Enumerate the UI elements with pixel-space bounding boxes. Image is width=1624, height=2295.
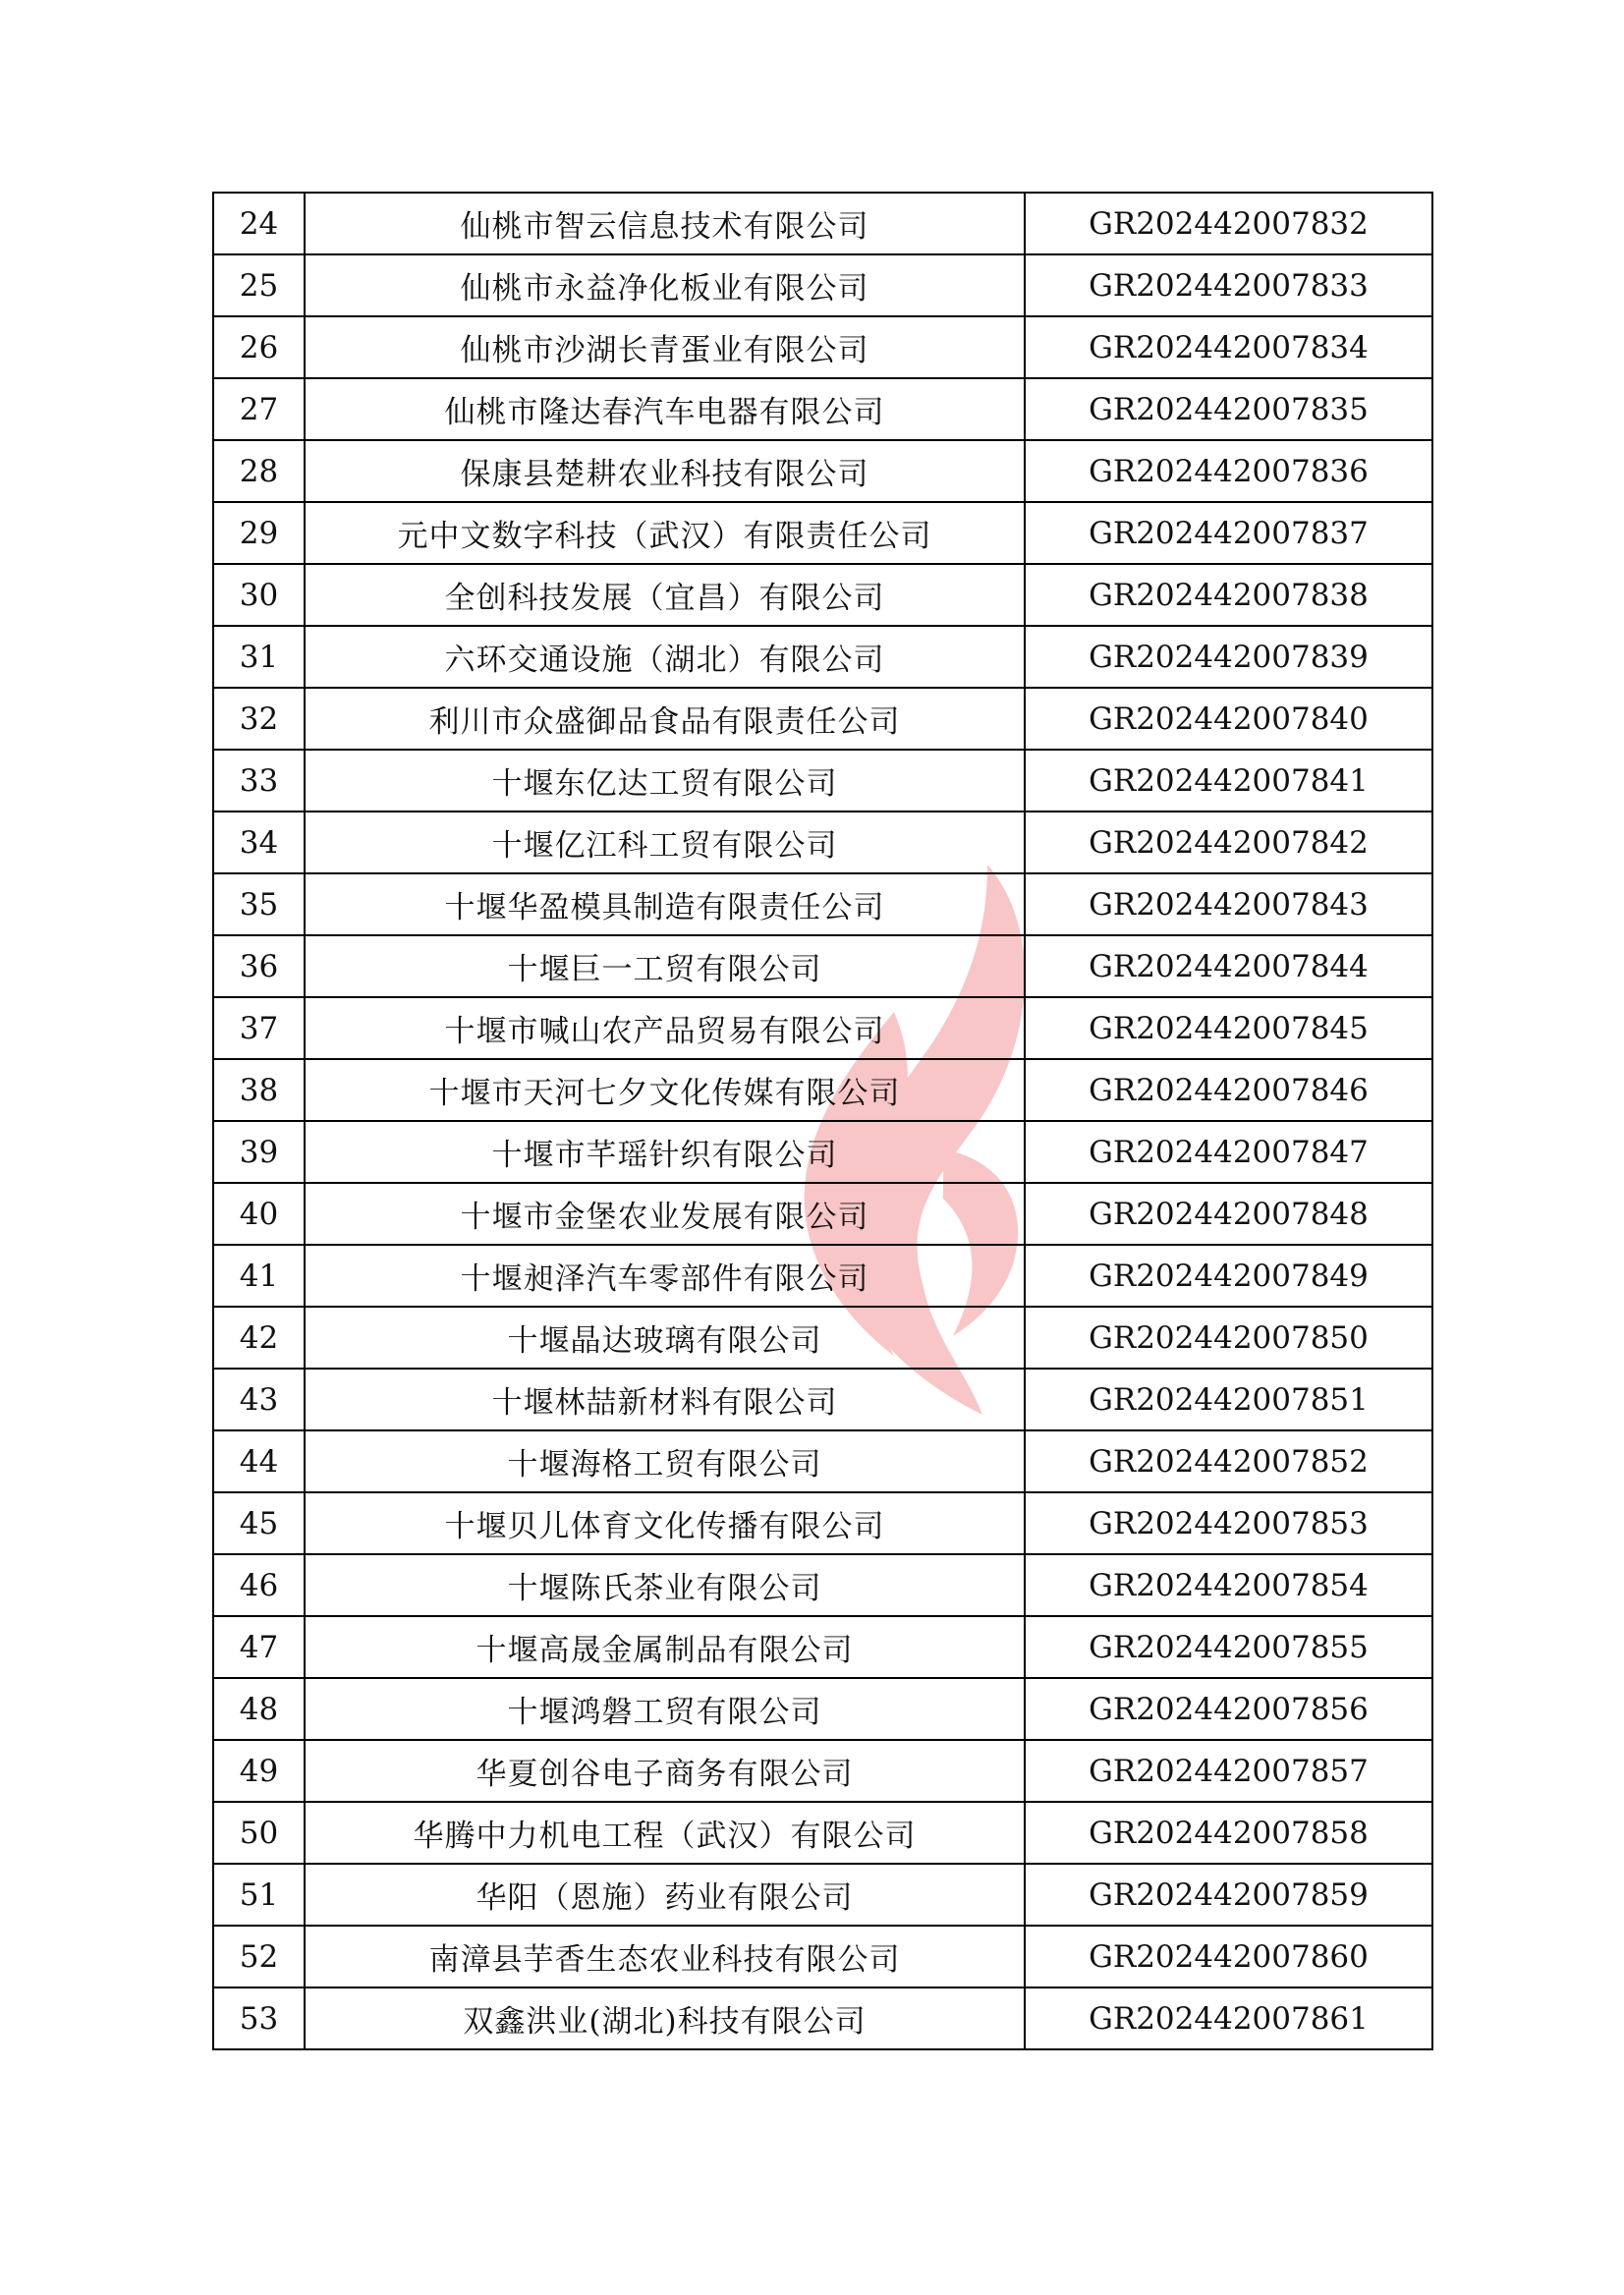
row-number: 50: [213, 1802, 305, 1864]
certificate-code: GR202442007834: [1025, 316, 1432, 378]
company-name: 双鑫洪业(湖北)科技有限公司: [305, 1987, 1025, 2049]
row-number: 43: [213, 1369, 305, 1430]
table-row: [213, 1183, 1432, 1245]
row-number: 33: [213, 750, 305, 812]
table-row: [213, 1121, 1432, 1183]
row-number: 48: [213, 1678, 305, 1740]
certificate-code: GR202442007842: [1025, 812, 1432, 873]
row-number: 32: [213, 688, 305, 750]
certificate-code: GR202442007860: [1025, 1926, 1432, 1987]
company-name: 华阳（恩施）药业有限公司: [305, 1864, 1025, 1926]
table-row: [213, 1987, 1432, 2049]
certificate-code: GR202442007858: [1025, 1802, 1432, 1864]
table-row: [213, 688, 1432, 750]
certificate-code: GR202442007853: [1025, 1492, 1432, 1554]
company-name: 十堰市喊山农产品贸易有限公司: [305, 997, 1025, 1059]
table-row: [213, 1740, 1432, 1802]
certificate-code: GR202442007848: [1025, 1183, 1432, 1245]
row-number: 26: [213, 316, 305, 378]
certificate-code: GR202442007836: [1025, 440, 1432, 502]
table-row: [213, 1616, 1432, 1678]
company-name: 十堰贝儿体育文化传播有限公司: [305, 1492, 1025, 1554]
table-row: [213, 812, 1432, 873]
certificate-code: GR202442007854: [1025, 1554, 1432, 1616]
certificate-code: GR202442007855: [1025, 1616, 1432, 1678]
row-number: 24: [213, 193, 305, 254]
company-name: 十堰晶达玻璃有限公司: [305, 1307, 1025, 1369]
company-name: 十堰鸿磐工贸有限公司: [305, 1678, 1025, 1740]
table-row: [213, 1245, 1432, 1307]
row-number: 52: [213, 1926, 305, 1987]
certificate-code: GR202442007841: [1025, 750, 1432, 812]
table-row: [213, 564, 1432, 626]
company-name: 十堰市芊瑶针织有限公司: [305, 1121, 1025, 1183]
company-name: 十堰昶泽汽车零部件有限公司: [305, 1245, 1025, 1307]
table-row: [213, 1926, 1432, 1987]
certificate-code: GR202442007845: [1025, 997, 1432, 1059]
certificate-code: GR202442007856: [1025, 1678, 1432, 1740]
table-row: [213, 1369, 1432, 1430]
table-row: [213, 1059, 1432, 1121]
table-row: [213, 378, 1432, 440]
certificate-code: GR202442007844: [1025, 935, 1432, 997]
row-number: 36: [213, 935, 305, 997]
certificate-code: GR202442007859: [1025, 1864, 1432, 1926]
row-number: 46: [213, 1554, 305, 1616]
company-name: 十堰华盈模具制造有限责任公司: [305, 873, 1025, 935]
certificate-code: GR202442007851: [1025, 1369, 1432, 1430]
certificate-code: GR202442007847: [1025, 1121, 1432, 1183]
row-number: 25: [213, 254, 305, 316]
company-name: 十堰市金堡农业发展有限公司: [305, 1183, 1025, 1245]
company-name: 十堰林喆新材料有限公司: [305, 1369, 1025, 1430]
certificate-code: GR202442007849: [1025, 1245, 1432, 1307]
row-number: 51: [213, 1864, 305, 1926]
company-name: 保康县楚耕农业科技有限公司: [305, 440, 1025, 502]
company-name: 仙桃市沙湖长青蛋业有限公司: [305, 316, 1025, 378]
table-row: [213, 193, 1432, 254]
row-number: 28: [213, 440, 305, 502]
table-row: [213, 626, 1432, 688]
certificate-code: GR202442007850: [1025, 1307, 1432, 1369]
company-name: 六环交通设施（湖北）有限公司: [305, 626, 1025, 688]
certificate-code: GR202442007861: [1025, 1987, 1432, 2049]
table-row: [213, 1678, 1432, 1740]
company-name: 华腾中力机电工程（武汉）有限公司: [305, 1802, 1025, 1864]
certificate-code: GR202442007846: [1025, 1059, 1432, 1121]
table-row: [213, 316, 1432, 378]
row-number: 41: [213, 1245, 305, 1307]
table-row: [213, 1307, 1432, 1369]
table-row: [213, 440, 1432, 502]
company-name: 元中文数字科技（武汉）有限责任公司: [305, 502, 1025, 564]
table-row: [213, 1802, 1432, 1864]
company-name: 十堰亿江科工贸有限公司: [305, 812, 1025, 873]
certificate-code: GR202442007852: [1025, 1430, 1432, 1492]
certificate-code: GR202442007832: [1025, 193, 1432, 254]
certificate-code: GR202442007840: [1025, 688, 1432, 750]
table-row: [213, 873, 1432, 935]
company-name: 仙桃市隆达春汽车电器有限公司: [305, 378, 1025, 440]
table-row: [213, 1864, 1432, 1926]
row-number: 39: [213, 1121, 305, 1183]
certificate-code: GR202442007835: [1025, 378, 1432, 440]
certificate-code: GR202442007838: [1025, 564, 1432, 626]
company-name: 十堰陈氏茶业有限公司: [305, 1554, 1025, 1616]
table-row: [213, 1492, 1432, 1554]
company-name: 利川市众盛御品食品有限责任公司: [305, 688, 1025, 750]
company-name: 华夏创谷电子商务有限公司: [305, 1740, 1025, 1802]
row-number: 30: [213, 564, 305, 626]
row-number: 29: [213, 502, 305, 564]
company-name: 十堰巨一工贸有限公司: [305, 935, 1025, 997]
company-name: 十堰高晟金属制品有限公司: [305, 1616, 1025, 1678]
company-name: 南漳县芋香生态农业科技有限公司: [305, 1926, 1025, 1987]
row-number: 40: [213, 1183, 305, 1245]
row-number: 34: [213, 812, 305, 873]
row-number: 47: [213, 1616, 305, 1678]
company-name: 十堰海格工贸有限公司: [305, 1430, 1025, 1492]
certificate-code: GR202442007833: [1025, 254, 1432, 316]
row-number: 31: [213, 626, 305, 688]
row-number: 35: [213, 873, 305, 935]
row-number: 37: [213, 997, 305, 1059]
company-name: 仙桃市智云信息技术有限公司: [305, 193, 1025, 254]
row-number: 42: [213, 1307, 305, 1369]
company-name: 十堰市天河七夕文化传媒有限公司: [305, 1059, 1025, 1121]
table-row: [213, 750, 1432, 812]
table-row: [213, 1554, 1432, 1616]
company-name: 仙桃市永益净化板业有限公司: [305, 254, 1025, 316]
table-row: [213, 502, 1432, 564]
company-name: 全创科技发展（宜昌）有限公司: [305, 564, 1025, 626]
row-number: 38: [213, 1059, 305, 1121]
certificate-code: GR202442007857: [1025, 1740, 1432, 1802]
table-row: [213, 935, 1432, 997]
table-row: [213, 997, 1432, 1059]
enterprise-table: [212, 192, 1433, 2050]
row-number: 53: [213, 1987, 305, 2049]
row-number: 27: [213, 378, 305, 440]
enterprise-table-body: [213, 193, 1432, 2049]
table-row: [213, 1430, 1432, 1492]
row-number: 45: [213, 1492, 305, 1554]
row-number: 44: [213, 1430, 305, 1492]
row-number: 49: [213, 1740, 305, 1802]
certificate-code: GR202442007837: [1025, 502, 1432, 564]
certificate-code: GR202442007843: [1025, 873, 1432, 935]
table-row: [213, 254, 1432, 316]
certificate-code: GR202442007839: [1025, 626, 1432, 688]
company-name: 十堰东亿达工贸有限公司: [305, 750, 1025, 812]
